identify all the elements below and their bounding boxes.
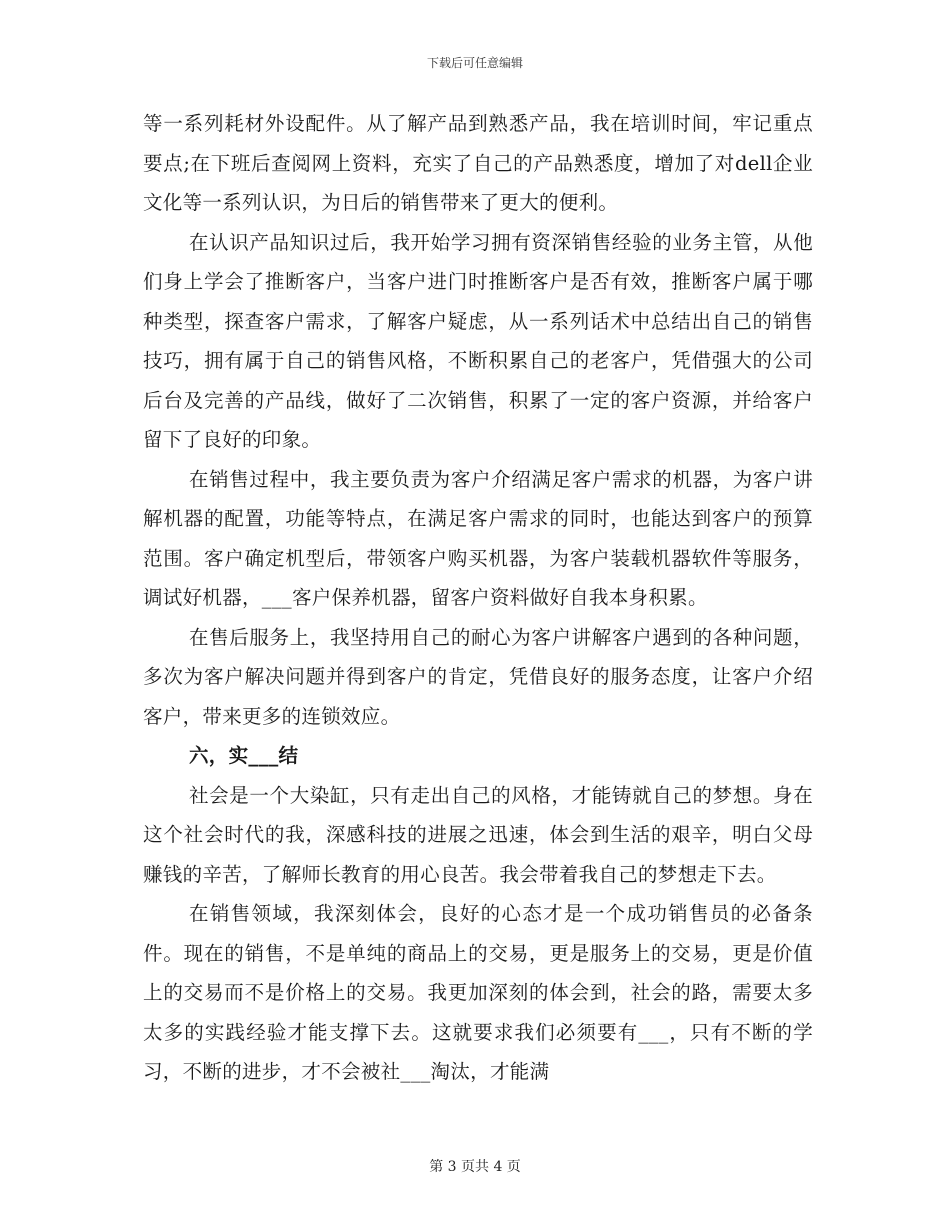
page-footer: 第 3 页共 4 页 (429, 1159, 521, 1175)
paragraph-society: 社会是一个大染缸，只有走出自己的风格，才能铸就自己的梦想。身在这个社会时代的我，深感科技的进展之迅速，体会到生活的艰辛，明白父母赚钱的辛苦，了解师长教育的用心良苦。我会带着我自己的梦想走下去。 (143, 783, 813, 886)
paragraph-after-sales: 在售后服务上，我坚持用自己的耐心为客户讲解客户遇到的各种问题，多次为客户解决问题并得到客户的肯定，凭借良好的服务态度，让客户介绍客户，带来更多的连锁效应。 (143, 625, 813, 728)
document-body (143, 104, 813, 1092)
paragraph-product-knowledge: 在认识产品知识过后，我开始学习拥有资深销售经验的业务主管，从他们身上学会了推断客户，当客户进门时推断客户是否有效，推断客户属于哪种类型，探查客户需求，了解客户疑虑，从一系列话术中总结出自己的销售技巧，拥有属于自己的销售风格，不断积累自己的老客户，凭借强大的公司后台及完善的产品线，做好了二次销售，积累了一定的客户资源，并给客户留下了良好的印象。 (143, 230, 813, 451)
section-heading: 六，实___结 (189, 744, 299, 767)
paragraph-sales-field: 在销售领域，我深刻体会，良好的心态才是一个成功销售员的必备条件。现在的销售，不是单纯的商品上的交易，更是服务上的交易，更是价值上的交易而不是价格上的交易。我更加深刻的体会到，社会的路，需要太多太多的实践经验才能支撑下去。这就要求我们必须要有___，只有不断的学习，不断的进步，才不会被社___淘汰，才能满 (143, 902, 813, 1083)
page-header: 下载后可任意编辑 (426, 56, 523, 70)
paragraph-sales-process: 在销售过程中，我主要负责为客户介绍满足客户需求的机器，为客户讲解机器的配置，功能等特点，在满足客户需求的同时，也能达到客户的预算范围。客户确定机型后，带领客户购买机器，为客户装载机器软件等服务，调试好机器，___客户保养机器，留客户资料做好自我本身积累。 (143, 467, 813, 609)
paragraph-continuation: 等一系列耗材外设配件。从了解产品到熟悉产品，我在培训时间，牢记重点要点;在下班后查阅网上资料，充实了自己的产品熟悉度，增加了对dell企业文化等一系列认识，为日后的销售带来了更大的便利。 (143, 112, 813, 214)
